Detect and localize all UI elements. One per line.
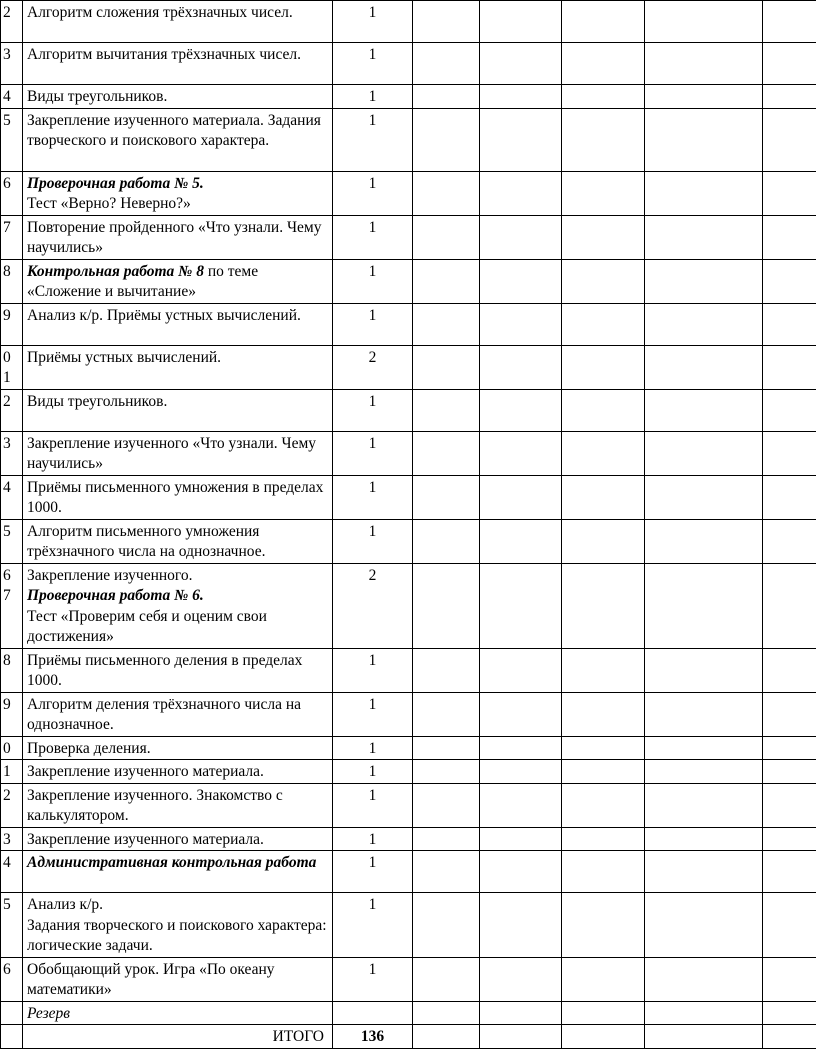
empty-cell bbox=[480, 519, 562, 563]
empty-cell bbox=[413, 851, 480, 893]
empty-cell bbox=[413, 43, 480, 85]
lesson-hours: 1 bbox=[333, 303, 413, 345]
empty-cell bbox=[562, 85, 645, 109]
empty-cell bbox=[480, 827, 562, 851]
lesson-number-text: 7 bbox=[3, 218, 22, 239]
lesson-number-text: 9 bbox=[3, 695, 22, 716]
empty-cell bbox=[562, 1001, 645, 1025]
table-row bbox=[1, 893, 816, 958]
empty-cell bbox=[645, 519, 763, 563]
lesson-topic bbox=[23, 475, 333, 519]
empty-cell bbox=[480, 1, 562, 43]
lesson-number-text: 3 bbox=[3, 45, 22, 66]
lesson-number-text: 6 bbox=[3, 174, 22, 195]
empty-cell bbox=[562, 692, 645, 736]
table-row bbox=[1, 345, 816, 389]
lesson-number-text: 4 bbox=[3, 478, 22, 499]
table-row bbox=[1, 108, 816, 171]
lesson-number-text: 6 bbox=[3, 566, 22, 587]
empty-cell bbox=[645, 957, 763, 1001]
lesson-topic bbox=[23, 827, 333, 851]
lesson-topic-text: Алгоритм письменного умножения трёхзначного числа на однозначное. bbox=[27, 523, 265, 561]
empty-cell bbox=[480, 303, 562, 345]
empty-cell bbox=[413, 1001, 480, 1025]
empty-cell bbox=[645, 563, 763, 648]
lesson-number bbox=[1, 893, 23, 958]
lesson-number-text: 0 bbox=[3, 348, 22, 369]
lesson-hours: 1 bbox=[333, 1, 413, 43]
lesson-topic-bold: Административная контрольная работа bbox=[27, 854, 316, 871]
table-row bbox=[1, 303, 816, 345]
empty-cell bbox=[413, 736, 480, 760]
lesson-topic-text: Закрепление изученного материала. bbox=[27, 763, 264, 780]
lesson-topic-italic: Резерв bbox=[27, 1005, 70, 1022]
empty-cell bbox=[413, 303, 480, 345]
lesson-number bbox=[1, 259, 23, 303]
table-row bbox=[1, 1, 816, 43]
lesson-number-text: 4 bbox=[3, 87, 22, 108]
lesson-topic bbox=[23, 851, 333, 893]
lesson-topic bbox=[23, 957, 333, 1001]
lesson-number bbox=[1, 851, 23, 893]
table-row bbox=[1, 827, 816, 851]
empty-cell bbox=[562, 760, 645, 784]
empty-cell bbox=[645, 475, 763, 519]
empty-cell bbox=[413, 259, 480, 303]
empty-cell bbox=[763, 171, 816, 215]
lesson-number bbox=[1, 760, 23, 784]
empty-cell bbox=[763, 760, 816, 784]
empty-cell bbox=[480, 893, 562, 958]
lesson-topic-bold: Проверочная работа № 5. bbox=[27, 174, 328, 195]
lesson-topic-rest: Тест «Верно? Неверно?» bbox=[27, 195, 191, 212]
lesson-topic bbox=[23, 431, 333, 475]
lesson-topic bbox=[23, 760, 333, 784]
empty-cell bbox=[480, 563, 562, 648]
empty-cell bbox=[763, 1025, 816, 1049]
empty-cell bbox=[763, 827, 816, 851]
empty-cell bbox=[1, 1025, 23, 1049]
empty-cell bbox=[645, 893, 763, 958]
lesson-topic-text: Приёмы письменного деления в пределах 1000. bbox=[27, 652, 302, 690]
lesson-topic bbox=[23, 345, 333, 389]
lesson-number bbox=[1, 1001, 23, 1025]
lesson-number bbox=[1, 215, 23, 259]
lesson-hours: 2 bbox=[333, 563, 413, 648]
lesson-hours: 1 bbox=[333, 215, 413, 259]
lesson-number bbox=[1, 171, 23, 215]
empty-cell bbox=[480, 760, 562, 784]
lesson-number bbox=[1, 827, 23, 851]
lesson-number bbox=[1, 85, 23, 109]
total-label: ИТОГО bbox=[23, 1025, 333, 1049]
lesson-hours: 1 bbox=[333, 736, 413, 760]
empty-cell bbox=[562, 345, 645, 389]
lesson-topic bbox=[23, 783, 333, 827]
lesson-hours: 1 bbox=[333, 475, 413, 519]
lesson-number-text: 2 bbox=[3, 392, 22, 413]
table-row bbox=[1, 389, 816, 431]
lesson-number bbox=[1, 108, 23, 171]
lesson-topic-text: Алгоритм деления трёхзначного числа на однозначное. bbox=[27, 696, 301, 734]
empty-cell bbox=[763, 851, 816, 893]
lesson-number-text: 8 bbox=[3, 651, 22, 672]
empty-cell bbox=[645, 171, 763, 215]
empty-cell bbox=[645, 303, 763, 345]
lesson-hours: 1 bbox=[333, 108, 413, 171]
empty-cell bbox=[480, 85, 562, 109]
lesson-topic bbox=[23, 85, 333, 109]
empty-cell bbox=[763, 215, 816, 259]
table-row bbox=[1, 692, 816, 736]
lesson-topic bbox=[23, 519, 333, 563]
empty-cell bbox=[763, 893, 816, 958]
empty-cell bbox=[413, 475, 480, 519]
empty-cell bbox=[763, 43, 816, 85]
lesson-number bbox=[1, 692, 23, 736]
table-row bbox=[1, 957, 816, 1001]
lesson-number bbox=[1, 563, 23, 648]
lesson-topic-rest: Тест «Проверим себя и оценим свои достижения» bbox=[27, 608, 267, 646]
empty-cell bbox=[562, 108, 645, 171]
empty-cell bbox=[413, 648, 480, 692]
empty-cell bbox=[480, 783, 562, 827]
table-row bbox=[1, 760, 816, 784]
lesson-hours: 2 bbox=[333, 345, 413, 389]
empty-cell bbox=[763, 957, 816, 1001]
empty-cell bbox=[562, 171, 645, 215]
empty-cell bbox=[763, 1001, 816, 1025]
lesson-topic-text: Анализ к/р. Приёмы устных вычислений. bbox=[27, 307, 301, 324]
empty-cell bbox=[763, 519, 816, 563]
empty-cell bbox=[645, 108, 763, 171]
lesson-number bbox=[1, 475, 23, 519]
empty-cell bbox=[763, 1, 816, 43]
lesson-number bbox=[1, 736, 23, 760]
total-row bbox=[1, 1025, 816, 1049]
table-row bbox=[1, 851, 816, 893]
empty-cell bbox=[763, 783, 816, 827]
table-row bbox=[1, 1001, 816, 1025]
empty-cell bbox=[413, 563, 480, 648]
empty-cell bbox=[562, 475, 645, 519]
empty-cell bbox=[562, 957, 645, 1001]
lesson-number bbox=[1, 431, 23, 475]
empty-cell bbox=[645, 389, 763, 431]
empty-cell bbox=[645, 760, 763, 784]
empty-cell bbox=[763, 345, 816, 389]
empty-cell bbox=[413, 893, 480, 958]
lesson-topic-bold: Проверочная работа № 6. bbox=[27, 586, 328, 607]
lesson-hours: 1 bbox=[333, 389, 413, 431]
lesson-number-text: 4 bbox=[3, 853, 22, 874]
lesson-number-text: 2 bbox=[3, 786, 22, 807]
lesson-number-text: 6 bbox=[3, 960, 22, 981]
empty-cell bbox=[562, 1025, 645, 1049]
lesson-number bbox=[1, 389, 23, 431]
empty-cell bbox=[763, 259, 816, 303]
empty-cell bbox=[645, 1025, 763, 1049]
empty-cell bbox=[413, 957, 480, 1001]
lesson-topic-text: Обобщающий урок. Игра «По океану математики» bbox=[27, 961, 275, 999]
empty-cell bbox=[413, 85, 480, 109]
lesson-topic bbox=[23, 736, 333, 760]
lesson-number-text: 5 bbox=[3, 895, 22, 916]
table-row bbox=[1, 85, 816, 109]
lesson-topic bbox=[23, 303, 333, 345]
empty-cell bbox=[413, 519, 480, 563]
empty-cell bbox=[562, 431, 645, 475]
empty-cell bbox=[763, 389, 816, 431]
empty-cell bbox=[562, 519, 645, 563]
lesson-hours: 1 bbox=[333, 648, 413, 692]
empty-cell bbox=[413, 1025, 480, 1049]
lesson-number-text: 3 bbox=[3, 434, 22, 455]
empty-cell bbox=[480, 648, 562, 692]
empty-cell bbox=[480, 475, 562, 519]
lesson-hours: 1 bbox=[333, 893, 413, 958]
empty-cell bbox=[480, 692, 562, 736]
lesson-topic bbox=[23, 389, 333, 431]
empty-cell bbox=[480, 1025, 562, 1049]
lesson-number bbox=[1, 783, 23, 827]
empty-cell bbox=[645, 851, 763, 893]
empty-cell bbox=[413, 345, 480, 389]
empty-cell bbox=[763, 85, 816, 109]
table-body bbox=[1, 1, 816, 1049]
lesson-topic bbox=[23, 563, 333, 648]
lesson-topic bbox=[23, 692, 333, 736]
empty-cell bbox=[562, 389, 645, 431]
lesson-hours: 1 bbox=[333, 760, 413, 784]
empty-cell bbox=[413, 171, 480, 215]
lesson-topic-text: Приёмы устных вычислений. bbox=[27, 349, 221, 366]
empty-cell bbox=[413, 692, 480, 736]
empty-cell bbox=[562, 259, 645, 303]
empty-cell bbox=[645, 259, 763, 303]
lesson-number-text: 8 bbox=[3, 262, 22, 283]
lesson-topic-text: Закрепление изученного материала. Задания творческого и поискового характера. bbox=[27, 112, 321, 150]
empty-cell bbox=[763, 736, 816, 760]
empty-cell bbox=[480, 736, 562, 760]
lesson-topic-text: Повторение пройденного «Что узнали. Чему научились» bbox=[27, 219, 321, 257]
table-row bbox=[1, 171, 816, 215]
lesson-topic-rest: по теме «Сложение и вычитание» bbox=[27, 263, 258, 301]
empty-cell bbox=[562, 215, 645, 259]
empty-cell bbox=[562, 303, 645, 345]
empty-cell bbox=[413, 827, 480, 851]
empty-cell bbox=[645, 783, 763, 827]
lesson-topic bbox=[23, 1001, 333, 1025]
lesson-number-text: 1 bbox=[3, 762, 22, 783]
lesson-number-text: 5 bbox=[3, 111, 22, 132]
lesson-topic-text: Виды треугольников. bbox=[27, 88, 167, 105]
empty-cell bbox=[413, 1, 480, 43]
empty-cell bbox=[480, 851, 562, 893]
lesson-hours: 1 bbox=[333, 43, 413, 85]
lesson-number-text: 0 bbox=[3, 739, 22, 760]
table-row bbox=[1, 783, 816, 827]
lesson-hours: 1 bbox=[333, 827, 413, 851]
lesson-number-text: 3 bbox=[3, 830, 22, 851]
lesson-topic bbox=[23, 893, 333, 958]
lesson-topic-text: Закрепление изученного материала. bbox=[27, 831, 264, 848]
empty-cell bbox=[562, 563, 645, 648]
lesson-hours: 1 bbox=[333, 259, 413, 303]
lesson-topic bbox=[23, 259, 333, 303]
empty-cell bbox=[645, 215, 763, 259]
empty-cell bbox=[645, 43, 763, 85]
total-value: 136 bbox=[333, 1025, 413, 1049]
empty-cell bbox=[763, 648, 816, 692]
lesson-number-text-2: 1 bbox=[3, 368, 22, 389]
lesson-number-text: 5 bbox=[3, 522, 22, 543]
empty-cell bbox=[763, 108, 816, 171]
lesson-topic bbox=[23, 108, 333, 171]
empty-cell bbox=[480, 345, 562, 389]
empty-cell bbox=[562, 1, 645, 43]
empty-cell bbox=[562, 851, 645, 893]
lesson-number bbox=[1, 43, 23, 85]
empty-cell bbox=[413, 389, 480, 431]
empty-cell bbox=[480, 171, 562, 215]
empty-cell bbox=[480, 389, 562, 431]
lesson-number bbox=[1, 957, 23, 1001]
lesson-topic-bold: Контрольная работа № 8 bbox=[27, 263, 204, 280]
lesson-topic bbox=[23, 43, 333, 85]
lesson-topic bbox=[23, 215, 333, 259]
lesson-topic bbox=[23, 1, 333, 43]
table-row bbox=[1, 431, 816, 475]
empty-cell bbox=[413, 215, 480, 259]
lesson-topic-text: Проверка деления. bbox=[27, 740, 151, 757]
empty-cell bbox=[562, 43, 645, 85]
lesson-topic-text: Закрепление изученного «Что узнали. Чему научились» bbox=[27, 435, 316, 473]
lesson-hours: 1 bbox=[333, 431, 413, 475]
empty-cell bbox=[562, 783, 645, 827]
lesson-hours: 1 bbox=[333, 957, 413, 1001]
lesson-topic-text: Закрепление изученного. bbox=[27, 566, 328, 587]
empty-cell bbox=[480, 43, 562, 85]
empty-cell bbox=[763, 431, 816, 475]
empty-cell bbox=[763, 692, 816, 736]
empty-cell bbox=[645, 431, 763, 475]
empty-cell bbox=[645, 827, 763, 851]
lesson-hours: 1 bbox=[333, 692, 413, 736]
lesson-topic bbox=[23, 171, 333, 215]
empty-cell bbox=[562, 827, 645, 851]
lesson-hours: 1 bbox=[333, 519, 413, 563]
lesson-topic-rest: Задания творческого и поискового характера: логические задачи. bbox=[27, 916, 328, 957]
empty-cell bbox=[645, 85, 763, 109]
empty-cell bbox=[645, 692, 763, 736]
lesson-hours: 1 bbox=[333, 171, 413, 215]
empty-cell bbox=[480, 215, 562, 259]
empty-cell bbox=[413, 108, 480, 171]
empty-cell bbox=[645, 345, 763, 389]
empty-cell bbox=[413, 431, 480, 475]
empty-cell bbox=[645, 736, 763, 760]
empty-cell bbox=[480, 957, 562, 1001]
empty-cell bbox=[763, 475, 816, 519]
lesson-number bbox=[1, 519, 23, 563]
lesson-number bbox=[1, 1, 23, 43]
empty-cell bbox=[645, 1, 763, 43]
empty-cell bbox=[562, 893, 645, 958]
table-row bbox=[1, 519, 816, 563]
lesson-number-text: 9 bbox=[3, 306, 22, 327]
empty-cell bbox=[480, 108, 562, 171]
lesson-topic-text: Приёмы письменного умножения в пределах 1000. bbox=[27, 479, 323, 517]
empty-cell bbox=[562, 648, 645, 692]
table-row bbox=[1, 259, 816, 303]
empty-cell bbox=[645, 648, 763, 692]
lesson-hours: 1 bbox=[333, 851, 413, 893]
table-row bbox=[1, 563, 816, 648]
lesson-number bbox=[1, 303, 23, 345]
table-row bbox=[1, 475, 816, 519]
empty-cell bbox=[413, 760, 480, 784]
lesson-topic-text: Алгоритм сложения трёхзначных чисел. bbox=[27, 4, 293, 21]
table-row bbox=[1, 736, 816, 760]
empty-cell bbox=[763, 563, 816, 648]
lesson-number bbox=[1, 345, 23, 389]
empty-cell bbox=[480, 431, 562, 475]
lesson-topic-text: Виды треугольников. bbox=[27, 393, 167, 410]
lesson-number-text-2: 7 bbox=[3, 586, 22, 607]
table-row bbox=[1, 215, 816, 259]
lesson-topic-text: Анализ к/р. bbox=[27, 896, 103, 913]
lesson-hours: 1 bbox=[333, 783, 413, 827]
empty-cell bbox=[645, 1001, 763, 1025]
empty-cell bbox=[480, 259, 562, 303]
lesson-topic bbox=[23, 648, 333, 692]
lesson-topic-text: Алгоритм вычитания трёхзначных чисел. bbox=[27, 46, 301, 63]
empty-cell bbox=[763, 303, 816, 345]
lesson-topic-text: Закрепление изученного. Знакомство с калькулятором. bbox=[27, 787, 283, 825]
lesson-hours bbox=[333, 1001, 413, 1025]
lesson-hours: 1 bbox=[333, 85, 413, 109]
lesson-number-text: 2 bbox=[3, 3, 22, 24]
empty-cell bbox=[562, 736, 645, 760]
lesson-number bbox=[1, 648, 23, 692]
table-row bbox=[1, 648, 816, 692]
empty-cell bbox=[413, 783, 480, 827]
table-row bbox=[1, 43, 816, 85]
empty-cell bbox=[480, 1001, 562, 1025]
